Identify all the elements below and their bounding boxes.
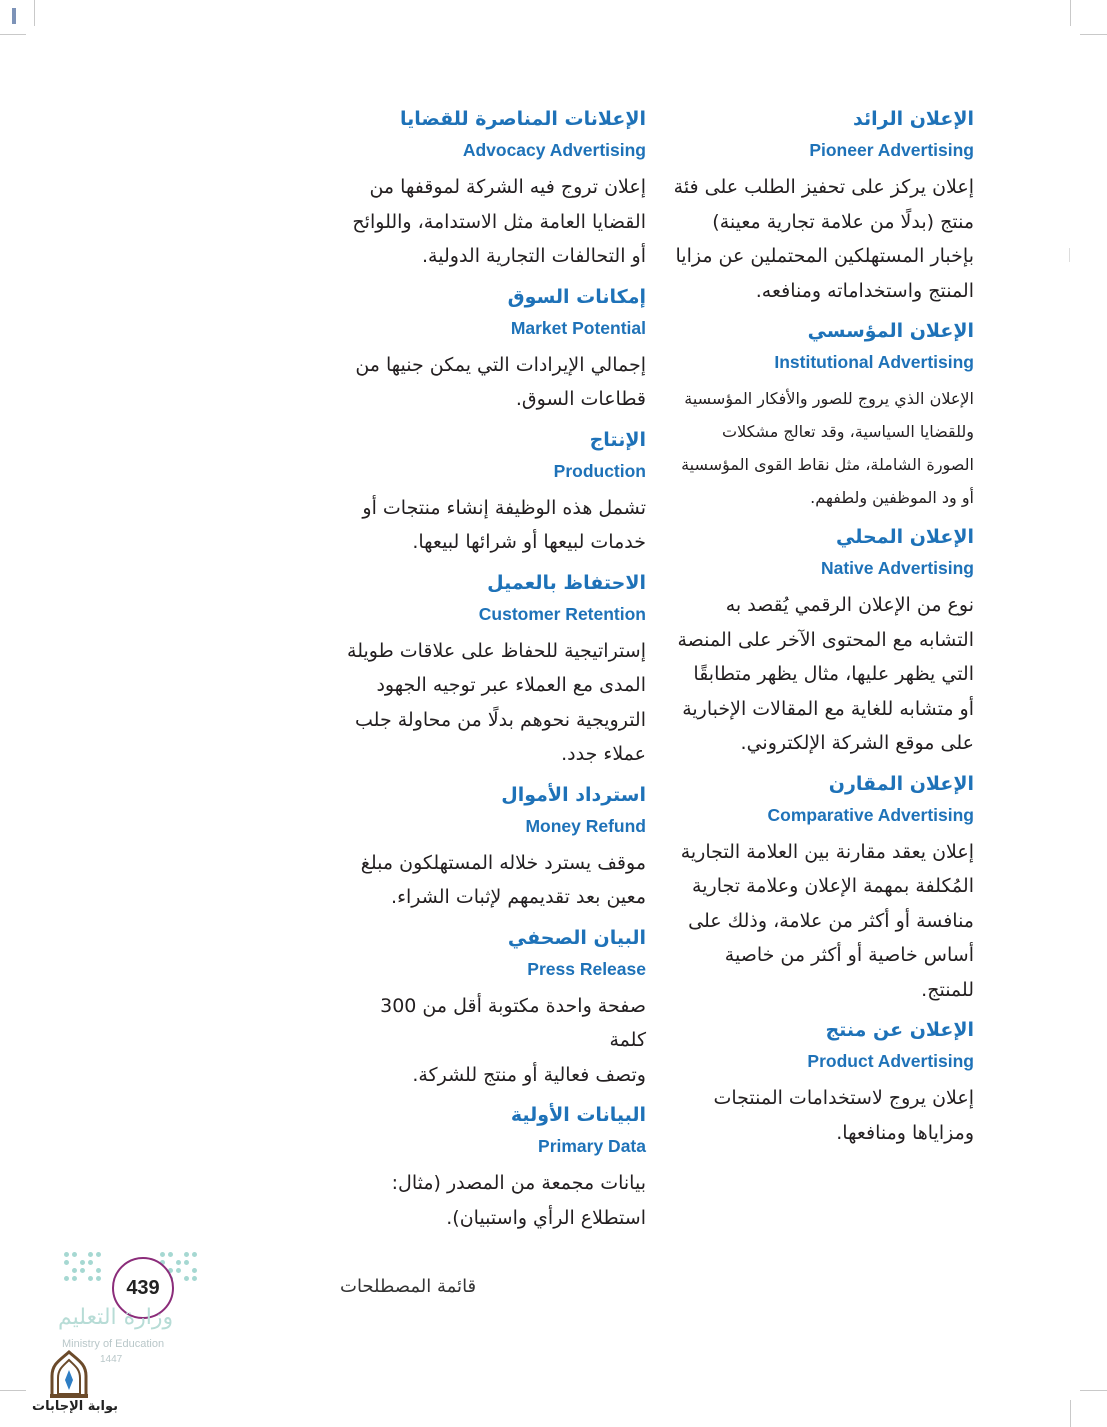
logo-dot (64, 1276, 69, 1281)
logo-dot (184, 1276, 189, 1281)
logo-dot (88, 1260, 93, 1265)
term-arabic: الإعلان الرائد (853, 108, 974, 130)
term-english: Advocacy Advertising (462, 140, 646, 160)
glossary-entry (668, 316, 974, 514)
logo-dot (192, 1268, 197, 1273)
logo-dot (96, 1268, 101, 1273)
logo-dot (96, 1252, 101, 1257)
logo-dot (80, 1260, 85, 1265)
term-definition (668, 170, 974, 308)
definition-line: خدمات لبيعها أو شرائها لبيعها. (412, 531, 646, 553)
term-definition (340, 989, 646, 1093)
logo-dot (88, 1252, 93, 1257)
definition-line: الصورة الشاملة، مثل نقاط القوى المؤسسية (681, 455, 974, 474)
definition-line: للمنتج. (921, 978, 974, 1001)
term-definition (340, 846, 646, 915)
ministry-year: 1447 (100, 1354, 123, 1365)
term-english: Market Potential (510, 317, 646, 338)
logo-dot (184, 1260, 189, 1265)
section-title: قائمة المصطلحات (340, 1276, 477, 1297)
term-arabic: الإعلانات المناصرة للقضايا (399, 108, 646, 130)
definition-line: منافسة أو أكثر من علامة، وذلك على (688, 909, 974, 932)
definition-line: استطلاع الرأي واستبيان). (446, 1206, 646, 1229)
definition-line: المدى مع العملاء عبر توجيه الجهود (376, 674, 646, 696)
definition-line: ومزاياها ومنافعها. (836, 1121, 974, 1144)
term-definition (668, 835, 974, 1008)
term-arabic: الإعلان المحلي (836, 526, 974, 548)
definition-line: على موقع الشركة الإلكتروني. (740, 732, 974, 754)
crop-mark (1070, 1400, 1071, 1427)
definition-line: وللقضايا السياسية، وقد تعالج مشكلات (722, 422, 974, 441)
term-definition (668, 1081, 974, 1150)
definition-line: إعلان يروج لاستخدامات المنتجات (713, 1087, 974, 1109)
ministry-logo-dots (64, 1252, 104, 1286)
glossary-entry (340, 104, 646, 274)
definition-line: التشابه مع المحتوى الآخر على المنصة (677, 628, 974, 651)
definition-line: أو التحالفات التجارية الدولية. (422, 245, 646, 267)
definition-line: صفحة واحدة مكتوبة أقل من 300 كلمة (380, 994, 646, 1051)
definition-line: الإعلان الذي يروج للصور والأفكار المؤسسية (684, 389, 974, 408)
glossary-entry (340, 780, 646, 915)
definition-line: إجمالي الإيرادات التي يمكن جنيها من (355, 353, 646, 376)
term-english: Native Advertising (820, 558, 974, 578)
glossary-entry (668, 1015, 974, 1150)
crop-mark (0, 34, 26, 35)
term-english: Comparative Advertising (767, 804, 974, 825)
ministry-name-ar: وزارة التعليم (58, 1305, 174, 1330)
mosque-logo-icon (46, 1350, 92, 1400)
term-arabic: الإعلان المقارن (828, 772, 974, 795)
logo-dot (160, 1252, 165, 1257)
term-english: Customer Retention (478, 603, 646, 624)
definition-line: معين بعد تقديمهم لإثبات الشراء. (391, 886, 646, 908)
definition-line: إعلان يعقد مقارنة بين العلامة التجارية (680, 840, 974, 863)
logo-dot (64, 1252, 69, 1257)
logo-dot (184, 1252, 189, 1257)
term-definition (668, 588, 974, 761)
logo-dot (72, 1252, 77, 1257)
logo-dot (72, 1276, 77, 1281)
definition-line: المنتج واستخداماته ومنافعه. (755, 279, 974, 302)
logo-dot (176, 1260, 181, 1265)
logo-dot (72, 1268, 77, 1273)
definition-line: تشمل هذه الوظيفة إنشاء منتجات أو (362, 496, 646, 519)
side-mark (1069, 248, 1070, 262)
definition-line: المُكلفة بمهمة الإعلان وعلامة تجارية (692, 875, 974, 897)
crop-mark (0, 1390, 26, 1391)
definition-line: وتصف فعالية أو منتج للشركة. (412, 1063, 646, 1086)
crop-mark (34, 0, 35, 26)
crop-mark (1080, 1390, 1107, 1391)
logo-dot (176, 1268, 181, 1273)
page-number: 439 (112, 1257, 174, 1319)
term-definition (340, 1166, 646, 1235)
logo-dot (96, 1276, 101, 1281)
term-arabic: البيان الصحفي (507, 926, 646, 949)
term-arabic: الإعلان المؤسسي (807, 320, 974, 342)
ministry-name-en: Ministry of Education (62, 1338, 165, 1350)
page-edge-tab (12, 8, 16, 24)
term-arabic: الاحتفاظ بالعميل (487, 571, 646, 594)
term-arabic: استرداد الأموال (501, 783, 646, 806)
definition-line: إعلان يركز على تحفيز الطلب على فئة (673, 176, 974, 198)
definition-line: موقف يسترد خلاله المستهلكون مبلغ (360, 851, 646, 874)
definition-line: أساس خاصية أو أكثر من خاصية (724, 944, 974, 966)
term-definition (668, 382, 974, 514)
logo-dot (192, 1252, 197, 1257)
term-arabic: البيانات الأولية (510, 1104, 646, 1126)
logo-dot (88, 1276, 93, 1281)
definition-line: القضايا العامة مثل الاستدامة، واللوائح (352, 210, 646, 233)
glossary-entry (668, 769, 974, 1008)
logo-dot (64, 1260, 69, 1265)
crop-mark (1070, 0, 1071, 26)
glossary-entry (340, 1100, 646, 1235)
glossary-column-right (668, 104, 974, 1158)
term-english: Institutional Advertising (774, 352, 974, 372)
logo-dot (80, 1268, 85, 1273)
crop-mark (1080, 34, 1107, 35)
definition-line: إستراتيجية للحفاظ على علاقات طويلة (347, 639, 646, 662)
site-label: بوابة الإجابات (32, 1399, 118, 1414)
term-definition (340, 170, 646, 274)
definition-line: قطاعات السوق. (515, 388, 646, 410)
term-english: Press Release (527, 958, 646, 979)
definition-line: الترويجية نحوهم بدلًا من محاولة جلب (355, 708, 646, 731)
logo-dot (192, 1276, 197, 1281)
glossary-entry (668, 104, 974, 308)
logo-dot (168, 1252, 173, 1257)
term-english: Pioneer Advertising (809, 140, 974, 160)
term-english: Money Refund (525, 815, 646, 836)
definition-line: أو ود الموظفين ولطفهم. (810, 488, 974, 507)
term-english: Product Advertising (807, 1051, 974, 1071)
term-arabic: إمكانات السوق (507, 285, 646, 308)
glossary-entry (340, 923, 646, 1093)
term-arabic: الإعلان عن منتج (825, 1019, 974, 1041)
term-english: Production (553, 460, 646, 481)
term-definition (340, 491, 646, 560)
term-english: Primary Data (538, 1136, 646, 1156)
glossary-entry (340, 425, 646, 560)
definition-line: منتج (بدلًا من علامة تجارية معينة) (712, 210, 974, 233)
glossary-entry (668, 522, 974, 761)
glossary-column-left (340, 104, 646, 1243)
definition-line: إعلان تروج فيه الشركة لموقفها من (369, 176, 646, 198)
definition-line: نوع من الإعلان الرقمي يُقصد به (725, 594, 974, 616)
glossary-entry (340, 282, 646, 417)
term-definition (340, 348, 646, 417)
definition-line: التي يظهر عليها، مثال يظهر متطابقًا (693, 663, 974, 685)
definition-line: بإخبار المستهلكين المحتملين عن مزايا (675, 245, 974, 267)
definition-line: أو متشابه للغاية مع المقالات الإخبارية (682, 697, 974, 720)
definition-line: عملاء جدد. (561, 743, 646, 765)
term-definition (340, 634, 646, 772)
glossary-entry (340, 568, 646, 772)
term-arabic: الإنتاج (589, 428, 646, 451)
definition-line: بيانات مجمعة من المصدر (مثال: (391, 1172, 646, 1194)
